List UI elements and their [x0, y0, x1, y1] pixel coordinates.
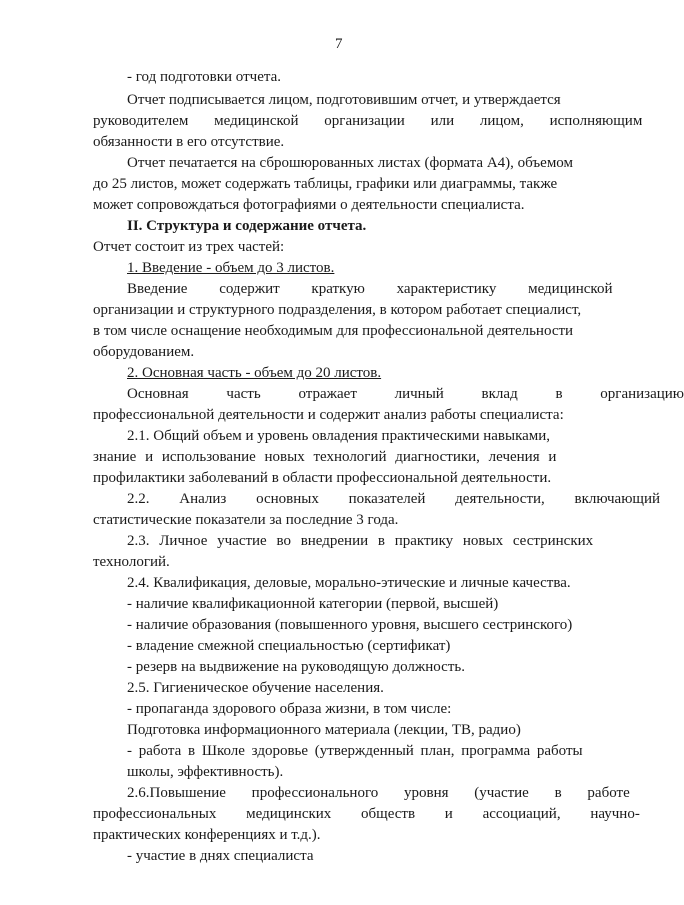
text-line: - год подготовки отчета.	[127, 69, 281, 85]
list-item: - пропаганда здорового образа жизни, в том числе:	[127, 701, 452, 717]
text-line: обязанности в его отсутствие.	[93, 134, 285, 150]
text-line: практических конференциях и т.д.).	[93, 827, 321, 843]
list-item: - наличие образования (повышенного уровня, высшего сестринского)	[127, 617, 573, 633]
text-line: организации и структурного подразделения, в котором работает специалист,	[93, 302, 582, 318]
list-item: - резерв на выдвижение на руководящую должность.	[127, 659, 465, 675]
text-line: Отчет подписывается лицом, подготовившим отчет, и утверждается	[127, 92, 561, 108]
text-line: Основная часть отражает личный вклад в организацию	[127, 386, 684, 402]
list-item: - владение смежной специальностью (сертификат)	[127, 638, 451, 654]
section-heading: II. Структура и содержание отчета.	[127, 218, 367, 234]
text-line: до 25 листов, может содержать таблицы, графики или диаграммы, также	[93, 176, 558, 192]
text-line: знание и использование новых технологий диагностики, лечения и	[93, 449, 557, 465]
text-line: профессиональной деятельности и содержит анализ работы специалиста:	[93, 407, 564, 423]
text-line: 2.3. Личное участие во внедрении в практику новых сестринских	[127, 533, 594, 549]
text-line: статистические показатели за последние 3 года.	[93, 512, 399, 528]
text-line: профилактики заболеваний в области профессиональной деятельности.	[93, 470, 552, 486]
list-item: - работа в Школе здоровье (утвержденный план, программа работы	[127, 743, 583, 759]
text-line: технологий.	[93, 554, 170, 570]
text-line: профессиональных медицинских обществ и ассоциаций, научно-	[93, 806, 640, 822]
page-number: 7	[335, 36, 343, 52]
text-line: 2.4. Квалификация, деловые, морально-этические и личные качества.	[127, 575, 571, 591]
text-line: оборудованием.	[93, 344, 195, 360]
subsection-heading: 2. Основная часть - объем до 20 листов.	[127, 365, 382, 381]
text-line: Отчет состоит из трех частей:	[93, 239, 285, 255]
list-item: - наличие квалификационной категории (первой, высшей)	[127, 596, 499, 612]
text-line: 2.1. Общий объем и уровень овладения практическими навыками,	[127, 428, 551, 444]
text-line: 2.2. Анализ основных показателей деятельности, включающий	[127, 491, 661, 507]
text-line: Отчет печатается на сброшюрованных листах (формата А4), объемом	[127, 155, 574, 171]
list-item: - участие в днях специалиста	[127, 848, 314, 864]
text-line: Введение содержит краткую характеристику медицинской	[127, 281, 613, 297]
text-line: Подготовка информационного материала (лекции, ТВ, радио)	[127, 722, 521, 738]
text-line: в том числе оснащение необходимым для профессиональной деятельности	[93, 323, 574, 339]
text-line: 2.5. Гигиеническое обучение населения.	[127, 680, 384, 696]
text-line: может сопровождаться фотографиями о деятельности специалиста.	[93, 197, 525, 213]
subsection-heading: 1. Введение - объем до 3 листов.	[127, 260, 335, 276]
text-line: руководителем медицинской организации или лицом, исполняющим	[93, 113, 643, 129]
text-line: 2.6.Повышение профессионального уровня (участие в работе	[127, 785, 630, 801]
text-line: школы, эффективность).	[127, 764, 284, 780]
